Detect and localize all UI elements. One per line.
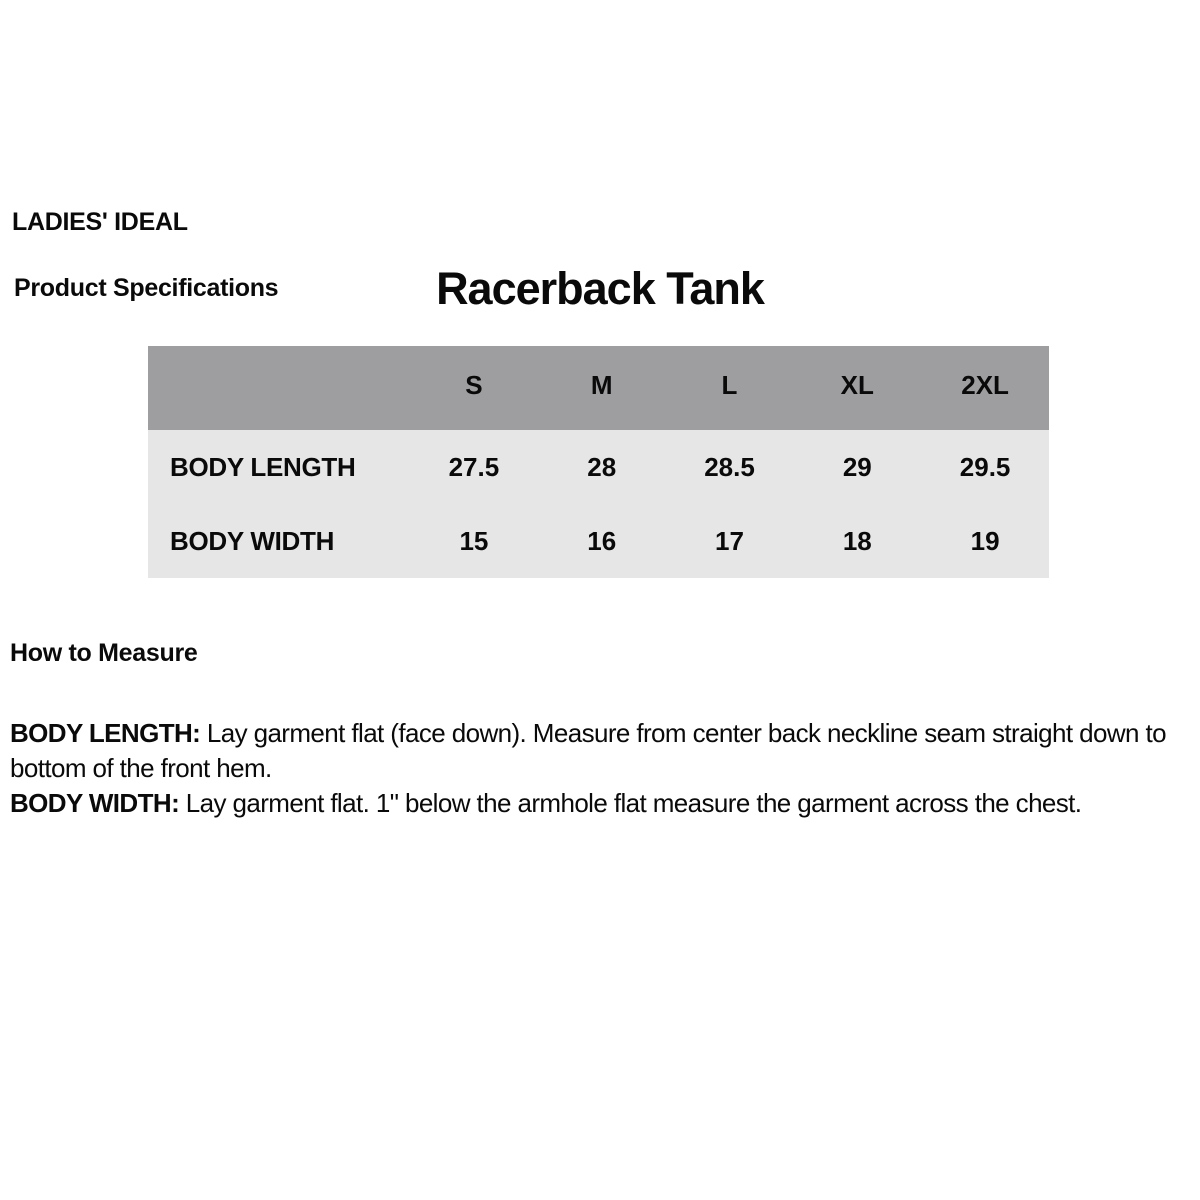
section-title: Product Specifications <box>14 274 279 302</box>
cell-body-length-s: 27.5 <box>410 430 538 504</box>
size-chart-header-row <box>148 346 1049 430</box>
cell-body-length-m: 28 <box>538 430 666 504</box>
column-header-l: L <box>666 346 794 430</box>
cell-body-width-l: 17 <box>666 504 794 578</box>
table-row-body-width <box>148 504 1049 578</box>
cell-body-length-l: 28.5 <box>666 430 794 504</box>
measure-description-body-width: Lay garment flat. 1" below the armhole flat measure the garment across the chest. <box>185 788 1082 818</box>
column-header-s: S <box>410 346 538 430</box>
cell-body-width-2xl: 19 <box>921 504 1049 578</box>
size-chart-table <box>148 346 1049 578</box>
column-header-m: M <box>538 346 666 430</box>
cell-body-width-s: 15 <box>410 504 538 578</box>
column-header-blank <box>148 346 410 430</box>
table-row-body-length <box>148 430 1049 504</box>
column-header-xl: XL <box>793 346 921 430</box>
cell-body-length-xl: 29 <box>793 430 921 504</box>
column-header-2xl: 2XL <box>921 346 1049 430</box>
measure-term-body-width: BODY WIDTH: <box>10 788 180 818</box>
measure-item-body-length <box>10 716 1196 786</box>
how-to-measure-section <box>10 716 1196 821</box>
product-name: Racerback Tank <box>436 263 764 314</box>
row-label-body-length: BODY LENGTH <box>148 430 410 504</box>
brand-line: LADIES' IDEAL <box>12 208 188 236</box>
cell-body-length-2xl: 29.5 <box>921 430 1049 504</box>
measure-item-body-width <box>10 786 1196 821</box>
how-to-measure-heading: How to Measure <box>10 639 198 667</box>
cell-body-width-m: 16 <box>538 504 666 578</box>
cell-body-width-xl: 18 <box>793 504 921 578</box>
row-label-body-width: BODY WIDTH <box>148 504 410 578</box>
measure-description-body-length: Lay garment flat (face down). Measure from center back neckline seam straight down to bottom of the front hem. <box>10 718 1166 783</box>
measure-term-body-length: BODY LENGTH: <box>10 718 201 748</box>
